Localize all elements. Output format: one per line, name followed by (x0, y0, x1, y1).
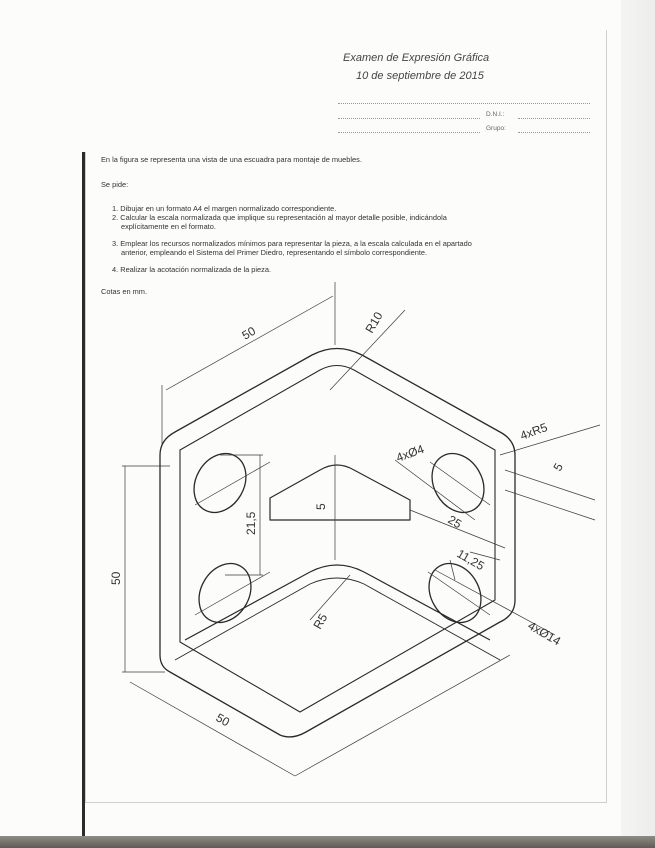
task-text: Dibujar en un formato A4 el margen normalizado correspondiente. (120, 204, 337, 213)
dim-25: 25 (445, 512, 465, 532)
task-number: 4. (112, 265, 119, 274)
task-text: Realizar la acotación normalizada de la pieza. (120, 265, 272, 274)
task-text-cont: explícitamente en el formato. (121, 221, 216, 231)
task-number: 3. (112, 239, 119, 248)
hole-bottom-left (189, 554, 262, 632)
task-text-cont: anterior, empleando el Sistema del Primer Diedro, representando el símbolo correspondiente. (121, 247, 428, 257)
dim-bottom-50: 50 (213, 710, 233, 730)
dim-11-25: 11,25 (454, 546, 487, 574)
dim-thickness-5: 5 (550, 460, 566, 474)
task-text: Calcular la escala normalizada que implique su representación al mayor detalle posible, indicándola (120, 213, 447, 222)
dim-height-50: 50 (109, 571, 123, 585)
cotas-note: Cotas en mm. (101, 287, 148, 296)
exam-date: 10 de septiembre de 2015 (356, 70, 484, 82)
grupo-label: Grupo: (486, 125, 506, 132)
task-text: Emplear los recursos normalizados mínimos para representar la pieza, a la escala calculada en el apartado (120, 239, 472, 248)
dim-r10: R10 (362, 309, 386, 336)
outer-contour (160, 349, 515, 737)
hole-top-left (184, 444, 257, 522)
dim-4xd4: 4xØ4 (394, 441, 426, 465)
hole-top-right (422, 444, 495, 522)
dim-rib-5: 5 (314, 503, 328, 510)
dim-top-50: 50 (239, 323, 259, 343)
dni-label: D.N.I.: (486, 111, 505, 118)
dim-4xd14: 4xØ14 (525, 618, 564, 649)
task-number: 1. (112, 204, 119, 213)
rib (270, 465, 410, 520)
intro-text: En la figura se representa una vista de una escuadra para montaje de muebles. (101, 155, 362, 164)
se-pide-label: Se pide: (101, 180, 129, 189)
exam-title: Examen de Expresión Gráfica (343, 52, 490, 64)
dim-21-5: 21,5 (244, 511, 258, 535)
inner-contour (180, 366, 495, 713)
dim-4xr5: 4xR5 (518, 420, 550, 443)
task-number: 2. (112, 213, 119, 222)
dim-r5: R5 (310, 611, 331, 632)
